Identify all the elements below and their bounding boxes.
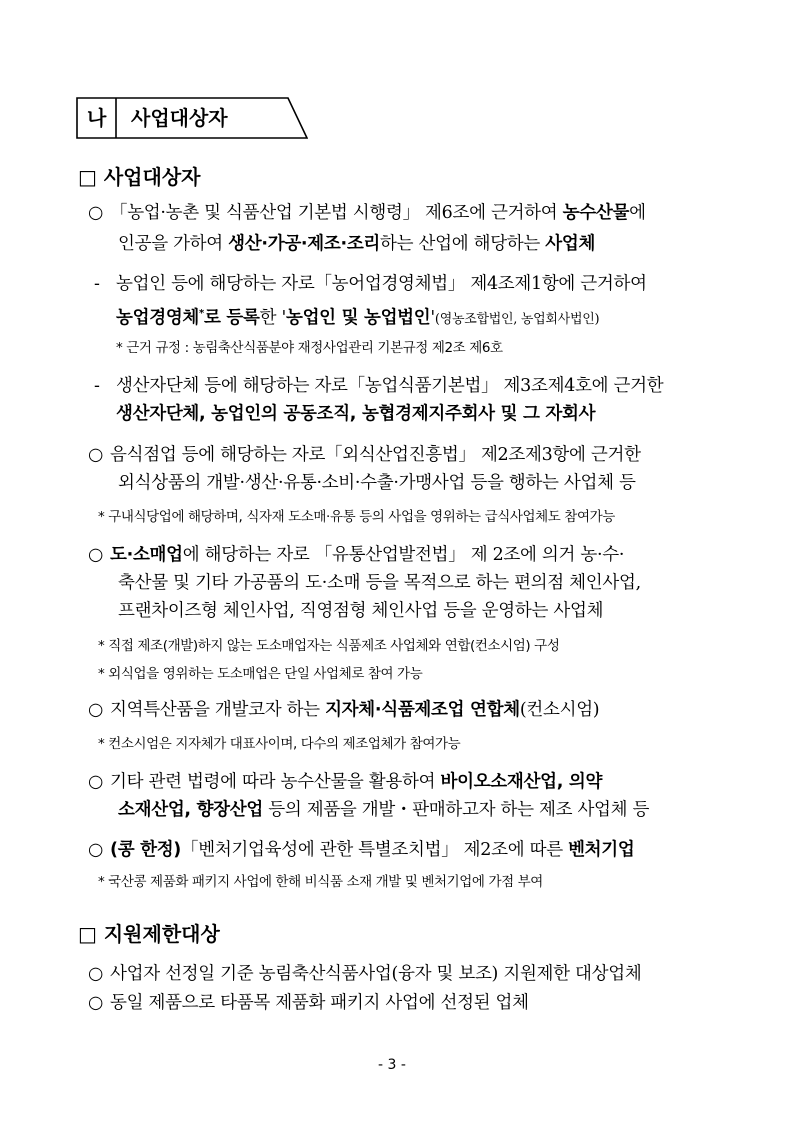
section-letter: 나 [87,106,107,130]
circle-bullet-icon: ○ [88,700,103,720]
eligible-item-3: ○ 도·소매업에 해당하는 자로 「유통산업발전법」 제 2조에 의거 농·수· [88,543,624,568]
circle-bullet-icon: ○ [88,445,103,465]
eligible-item-2-line-2: 외식상품의 개발·생산·유통·소비·수출·가맹사업 등을 행하는 사업체 등 [118,473,636,493]
eligible-dash-2: - 생산자단체 등에 해당하는 자로「농업식품기본법」 제3조제4호에 근거한 [94,374,663,399]
eligible-item-6: ○ (콩 한정)「벤처기업육성에 관한 특별조치법」 제2조에 따른 벤처기업 [88,838,634,863]
eligible-item-3-line-2: 축산물 및 기타 가공품의 도·소매 등을 목적으로 하는 편의점 체인사업, [118,573,641,593]
eligible-item-5-line-2: 소재산업, 향장산업 등의 제품을 개발・판매하고자 하는 제조 사업체 등 [118,800,650,820]
circle-bullet-icon: ○ [88,772,103,792]
eligible-item-4: ○ 지역특산품을 개발코자 하는 지자체·식품제조업 연합체(컨소시엄) [88,698,599,723]
eligible-item-3-line-3: 프랜차이즈형 체인사업, 직영점형 체인사업 등을 운영하는 사업체 [118,601,604,621]
circle-bullet-icon: ○ [88,964,103,984]
eligible-dash-1-note: * 근거 규정 : 농림축산식품분야 재정사업관리 기본규정 제2조 제6호 [116,340,503,356]
eligible-item-3-note-2: * 외식업을 영위하는 도소매업은 단일 사업체로 참여 가능 [98,666,423,682]
circle-bullet-icon: ○ [88,203,103,223]
eligible-dash-1-line-2: 농업경영체*로 등록한 '농업인 및 농업법인'(영농조합법인, 농업회사법인) [116,307,600,328]
restricted-heading: □ 지원제한대상 [78,922,220,946]
circle-bullet-icon: ○ [88,993,103,1013]
eligible-item-3-note-1: * 직접 제조(개발)하지 않는 도소매업자는 식품제조 사업체와 연합(컨소시엄) 구성 [98,638,560,654]
eligible-item-2-note: * 구내식당업에 해당하며, 식자재 도소매·유통 등의 사업을 영위하는 급식사업체도 참여가능 [98,509,615,525]
eligible-heading: □ 사업대상자 [78,165,201,189]
eligible-dash-2-line-2: 생산자단체, 농업인의 공동조직, 농협경제지주회사 및 그 자회사 [116,404,596,424]
section-title: 사업대상자 [131,106,228,130]
eligible-item-5: ○ 기타 관련 법령에 따라 농수산물을 활용하여 바이오소재산업, 의약 [88,770,602,795]
dash-bullet-icon: - [94,376,100,396]
section-header [76,97,306,139]
circle-bullet-icon: ○ [88,840,103,860]
eligible-item-4-note: * 컨소시엄은 지자체가 대표사이며, 다수의 제조업체가 참여가능 [98,736,461,752]
eligible-dash-1: - 농업인 등에 해당하는 자로「농어업경영체법」 제4조제1항에 근거하여 [94,272,647,297]
restricted-item-2: ○ 동일 제품으로 타품목 제품화 패키지 사업에 선정된 업체 [88,991,529,1016]
eligible-item-1: ○ 「농업·농촌 및 식품산업 기본법 시행령」 제6조에 근거하여 농수산물에 [88,201,646,226]
eligible-item-1-line-2: 인공을 가하여 생산·가공·제조·조리하는 산업에 해당하는 사업체 [118,234,596,254]
eligible-item-2: ○ 음식점업 등에 해당하는 자로「외식산업진흥법」 제2조제3항에 근거한 [88,443,641,468]
restricted-item-1: ○ 사업자 선정일 기준 농림축산식품사업(융자 및 보조) 지원제한 대상업체 [88,962,641,987]
circle-bullet-icon: ○ [88,545,103,565]
page-number: - 3 - [378,1057,406,1073]
dash-bullet-icon: - [94,274,100,294]
eligible-item-6-note: * 국산콩 제품화 패키지 사업에 한해 비식품 소재 개발 및 벤처기업에 가점 부여 [98,874,543,890]
